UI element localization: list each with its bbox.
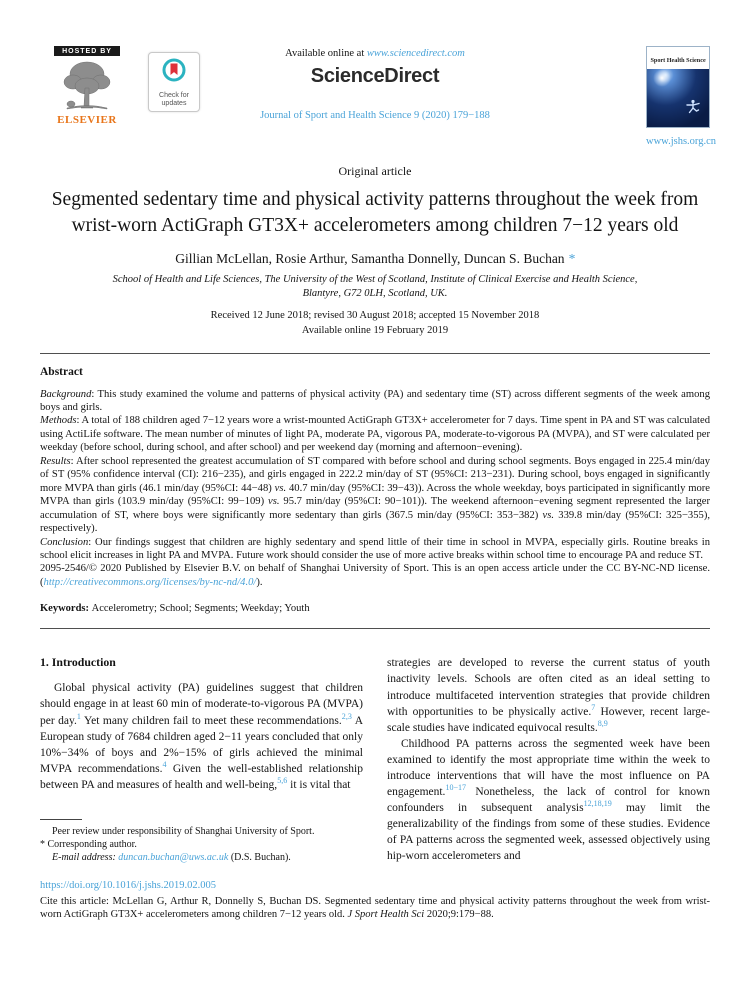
article-type-label: Original article — [338, 164, 412, 178]
cover-title: Sport Health Science — [650, 57, 706, 64]
divider-top-of-abstract — [40, 353, 710, 354]
journal-cover-block — [646, 46, 716, 147]
available-online-line: Available online at www.sciencedirect.com — [285, 48, 465, 59]
authors-line: Gillian McLellan, Rosie Arthur, Samantha Donnelly, Duncan S. Buchan * — [175, 250, 575, 266]
corresponding-email-link[interactable]: duncan.buchan@uws.ac.uk — [118, 852, 229, 864]
sciencedirect-url-link[interactable]: www.sciencedirect.com — [366, 48, 465, 59]
affiliation — [40, 273, 710, 301]
divider-below-keywords — [40, 628, 710, 629]
doi-link[interactable]: https://doi.org/10.1016/j.jshs.2019.02.005 — [40, 879, 216, 891]
corresponding-author-note: * Corresponding author. — [40, 839, 137, 851]
cover-header — [647, 47, 709, 69]
cover-flare-decoration — [653, 69, 671, 87]
jshs-url-link[interactable]: www.jshs.org.cn — [646, 136, 716, 147]
elsevier-logo[interactable] — [54, 46, 120, 126]
page-footer — [40, 875, 710, 923]
peer-review-note: Peer review under responsibility of Shanghai University of Sport. — [52, 826, 315, 838]
journal-cover-thumbnail[interactable] — [646, 46, 710, 128]
article-title: Segmented sedentary time and physical activity patterns throughout the week from wrist-worn ActiGraph GT3X+ accelerometers among children 7−12 years old — [51, 189, 699, 236]
license-statement: 2095-2546/© 2020 Published by Elsevier B.V. on behalf of Shanghai University of Sport. This is an open access article under the CC BY-NC-ND license. (http://creativecommons.org/licenses/by-nc-nd/4.0/). — [40, 563, 710, 588]
abstract-background: Background: This study examined the volume and patterns of physical activity (PA) and sedentary time (ST) across different segments of the week among boys and girls. — [40, 388, 710, 414]
abstract-conclusion: Conclusion: Our findings suggest that children are highly sedentary and spend little of their time in school in MVPA, especially girls. Routine breaks in school elicit increases in light PA and MVPA. Future work should consider the use of more active breaks within school time to encourage PA and reduce ST. — [40, 536, 710, 561]
intro-paragraph: Global physical activity (PA) guidelines suggest that children should engage in at least 60 min of moderate-to-vigorous PA (MVPA) per day.$^1$ Yet many children fail to meet these recommendations.$^{2,3}$ A European study of 7684 children aged 2−11 years concluded that only 10%−34% of boys and 2%−15% of girls achieved the minimal MVPA recommendations.$^4$ Given the well-established relationship between PA and measures of health and well-being,$^{5,6}$ it is vital that — [40, 682, 363, 791]
footnotes — [40, 809, 363, 865]
affiliation-line-1: School of Health and Life Sciences, The University of the West of Scotland, Institute of Clinical Exercise and Health Science, — [112, 273, 638, 285]
journal-citation-link[interactable]: Journal of Sport and Health Science 9 (2020) 179−188 — [260, 110, 490, 121]
elsevier-tree-icon — [54, 56, 120, 114]
article-dates — [40, 309, 710, 338]
section-heading-introduction: 1. Introduction — [40, 655, 116, 670]
taichi-figure-icon — [686, 99, 700, 115]
abstract-results: Results: After school represented the greatest accumulation of ST compared with before school and during school segments. Boys engaged in 225.4 min/day of ST (95% confidence interval (CI): 216−235), and girls engaged in 222.2 min/day of ST (95%CI: 213−231). During school, boys engaged in significantly more MVPA than girls (46.1 min/day (95%CI: 44−48) vs. 40.7 min/day (95%CI: 39−43)). Across the whole weekday, boys participated in significantly more MVPA than girls (103.9 min/day (95%CI: 99−109) vs. 95.7 min/day (95%CI: 90−101)). The weekend afternoon−evening segment represented the larger accumulation of ST, where boys were significantly more sedentary than girls (367.5 min/day (95%CI: 353−382) vs. 339.8 min/day (95%CI: 325−355), respectively). — [40, 455, 710, 535]
hosted-by-label: HOSTED BY — [54, 46, 120, 56]
license-url-link[interactable]: http://creativecommons.org/licenses/by-nc-nd/4.0/ — [43, 576, 257, 588]
right-column — [387, 655, 710, 864]
received-dates: Received 12 June 2018; revised 30 August 2018; accepted 15 November 2018 — [210, 310, 540, 322]
elsevier-wordmark: ELSEVIER — [57, 114, 117, 126]
left-column — [40, 655, 363, 864]
abstract-methods: Methods: A total of 188 children aged 7−12 years wore a wrist-mounted ActiGraph GT3X+ accelerometer for 7 days. Time spent in PA and ST was calculated using ActiLife software. The mean number of minutes of light PA, moderate PA, vigorous PA, moderate-to-vigorous PA (MVPA), and ST were calculated per weekday (before school, during school, and after school) and per weekend day (morning and afternoon−evening). — [40, 415, 710, 454]
email-line: E-mail address: duncan.buchan@uws.ac.uk (D.S. Buchan). — [52, 852, 291, 864]
sciencedirect-logo[interactable]: ScienceDirect — [310, 65, 440, 87]
body-paragraph-continuation: strategies are developed to reverse the current status of youth inactivity levels. Schools are often cited as an ideal setting to introduce multifaceted intervention strategies that provide children with opportunities to be physically active.$^7$ However, recent large-scale studies have indicated equivocal results.$^{8,9}$ — [387, 657, 710, 734]
footnote-rule — [40, 819, 82, 820]
abstract-section — [40, 366, 710, 590]
body-paragraph-2: Childhood PA patterns across the segmented week have been examined to identify the most appropriate time within the week to introduce interventions that will have the most influence on PA engagement.$^{10-17}$ Nonetheless, the lack of control for known confounders in subsequent analysis$^{12,18,19}$ may limit the generalizability of the findings from some of these studies. Evidence of PA patterns across the segmented week, assessed objectively using hip-worn accelerometers and — [387, 737, 710, 863]
corresponding-author-mark[interactable]: * — [567, 250, 575, 266]
affiliation-line-2: Blantyre, G72 0LH, Scotland, UK. — [302, 288, 448, 300]
abstract-heading: Abstract — [40, 365, 83, 378]
masthead — [40, 44, 716, 150]
keywords-line: Keywords: Accelerometry; School; Segments; Weekday; Youth — [40, 603, 310, 615]
available-online-date: Available online 19 February 2019 — [301, 324, 449, 336]
masthead-center — [130, 48, 620, 121]
citation-note: Cite this article: McLellan G, Arthur R, Donnelly S, Buchan DS. Segmented sedentary time and physical activity patterns throughout the week from wrist-worn ActiGraph GT3X+ accelerometers among children 7−12 years old. J Sport Health Sci 2020;9:179−88. — [40, 895, 710, 921]
check-updates-label: Check for updates — [159, 92, 189, 108]
body-columns — [40, 655, 710, 864]
